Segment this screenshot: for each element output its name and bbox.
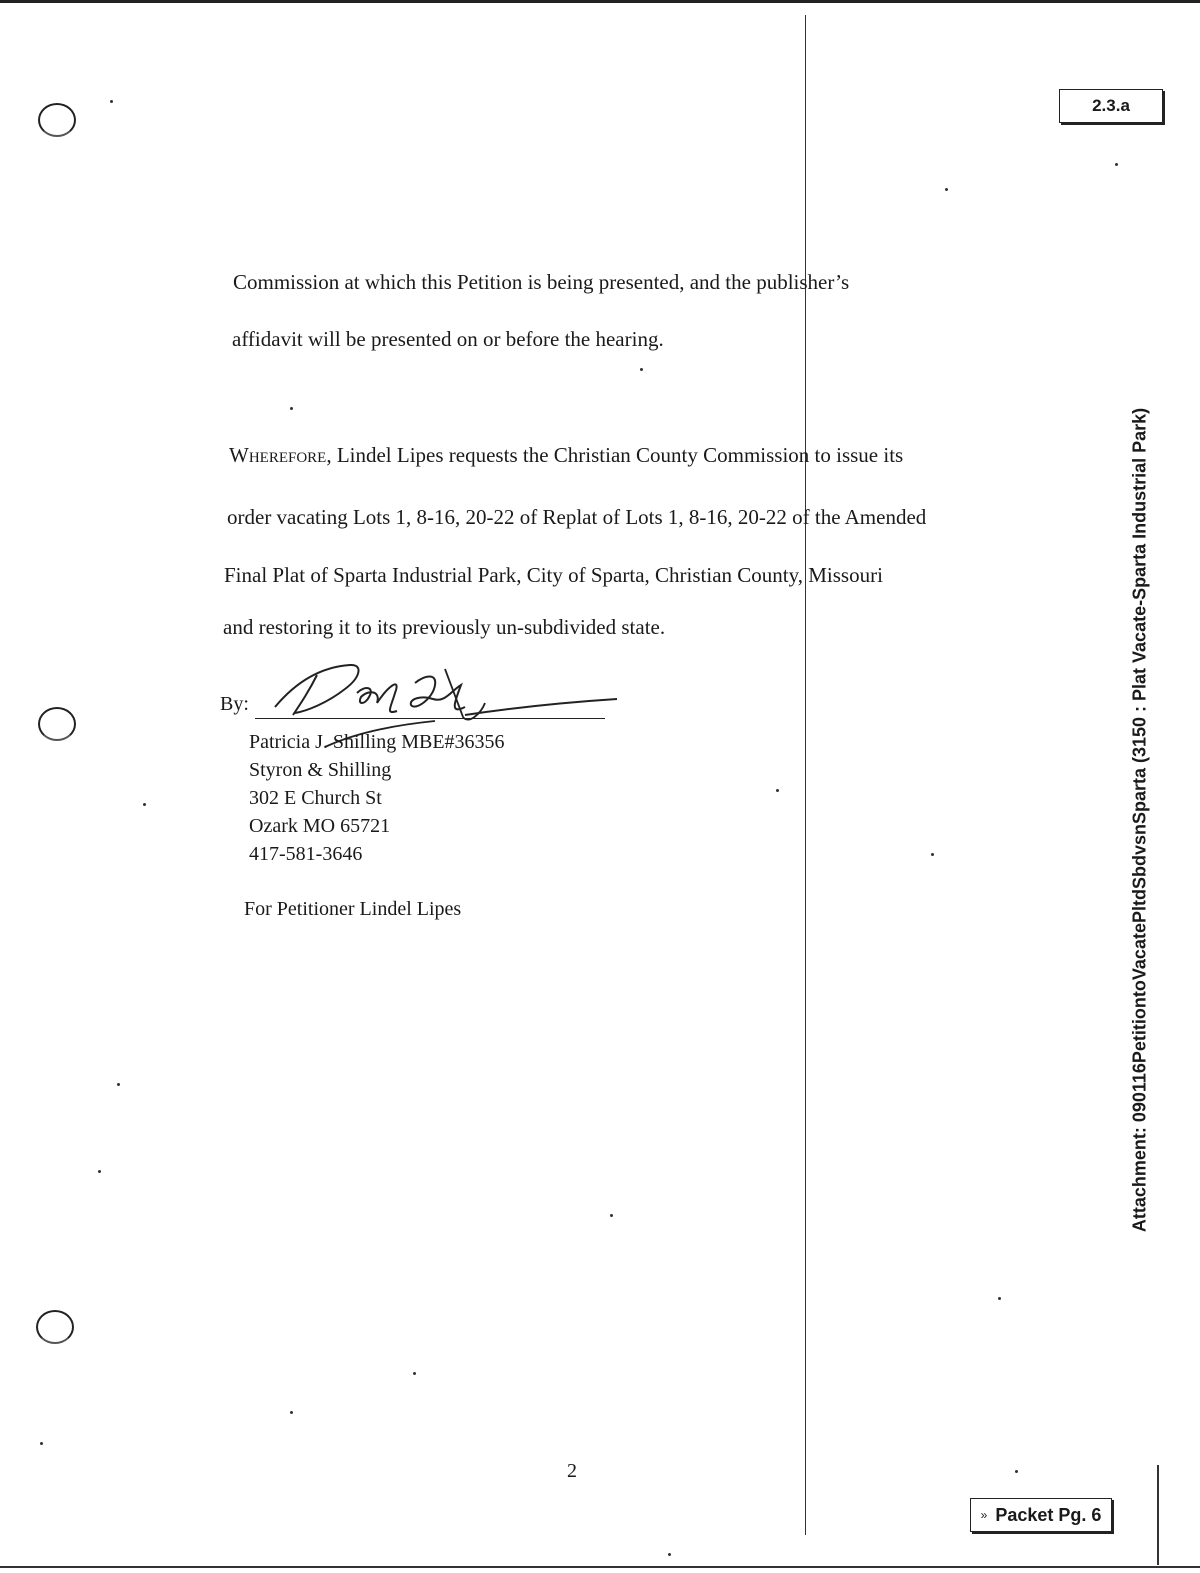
body-line-5: Final Plat of Sparta Industrial Park, City of Sparta, Christian County, Missouri: [224, 563, 883, 587]
scan-speck: [413, 1372, 416, 1375]
scan-speck: [117, 1083, 120, 1086]
page-number: 2: [567, 1460, 577, 1482]
body-line-6: and restoring it to its previously un-subdivided state.: [223, 615, 666, 639]
scan-speck: [776, 789, 779, 792]
packet-label: Packet Pg. 6: [995, 1504, 1102, 1525]
scan-speck: [110, 100, 113, 103]
body-line-3: [229, 443, 903, 468]
signer-phone: 417-581-3646: [249, 843, 363, 865]
scan-speck: [290, 1411, 293, 1414]
scan-speck: [668, 1553, 671, 1556]
packet-page-tag: [970, 1498, 1112, 1532]
attachment-label: Attachment: 090116PetitiontoVacatePltdSbdvsnSparta (3150 : Plat Vacate-Sparta Industrial Park): [1129, 407, 1150, 1233]
scan-speck: [143, 803, 146, 806]
top-border: [0, 0, 1200, 3]
scan-speck: [610, 1214, 613, 1217]
scan-speck: [931, 853, 934, 856]
scan-speck: [40, 1442, 43, 1445]
signer-firm: Styron & Shilling: [249, 759, 392, 781]
for-petitioner: For Petitioner Lindel Lipes: [244, 898, 462, 920]
body-line-4: order vacating Lots 1, 8-16, 20-22 of Replat of Lots 1, 8-16, 20-22 of the Amended: [227, 505, 927, 529]
scan-speck: [98, 1170, 101, 1173]
scan-speck: [640, 368, 643, 371]
signature-block: [249, 728, 505, 868]
scan-speck: [290, 407, 293, 410]
by-label: By:: [220, 693, 249, 715]
wherefore-label: Wherefore,: [229, 443, 332, 467]
body-line-2: affidavit will be presented on or before the hearing.: [232, 327, 664, 351]
body-line-3-text: Lindel Lipes requests the Christian County Commission to issue its: [336, 443, 904, 467]
bottom-border: [0, 1566, 1200, 1568]
punch-hole-middle: [38, 707, 76, 741]
fold-line: [805, 15, 806, 1535]
scan-speck: [1015, 1470, 1018, 1473]
punch-hole-bottom: [36, 1310, 74, 1344]
signer-street: 302 E Church St: [249, 787, 382, 809]
agenda-item-tag: 2.3.a: [1059, 89, 1163, 123]
packet-mark: »: [980, 1508, 988, 1522]
scan-speck: [998, 1297, 1001, 1300]
signer-name: Patricia J. Shilling MBE#36356: [249, 731, 505, 753]
scan-speck: [1115, 163, 1118, 166]
body-line-1: Commission at which this Petition is being presented, and the publisher’s: [233, 270, 850, 294]
right-edge-line: [1157, 1465, 1159, 1565]
signer-city: Ozark MO 65721: [249, 815, 391, 837]
punch-hole-top: [38, 103, 76, 137]
scan-speck: [945, 188, 948, 191]
